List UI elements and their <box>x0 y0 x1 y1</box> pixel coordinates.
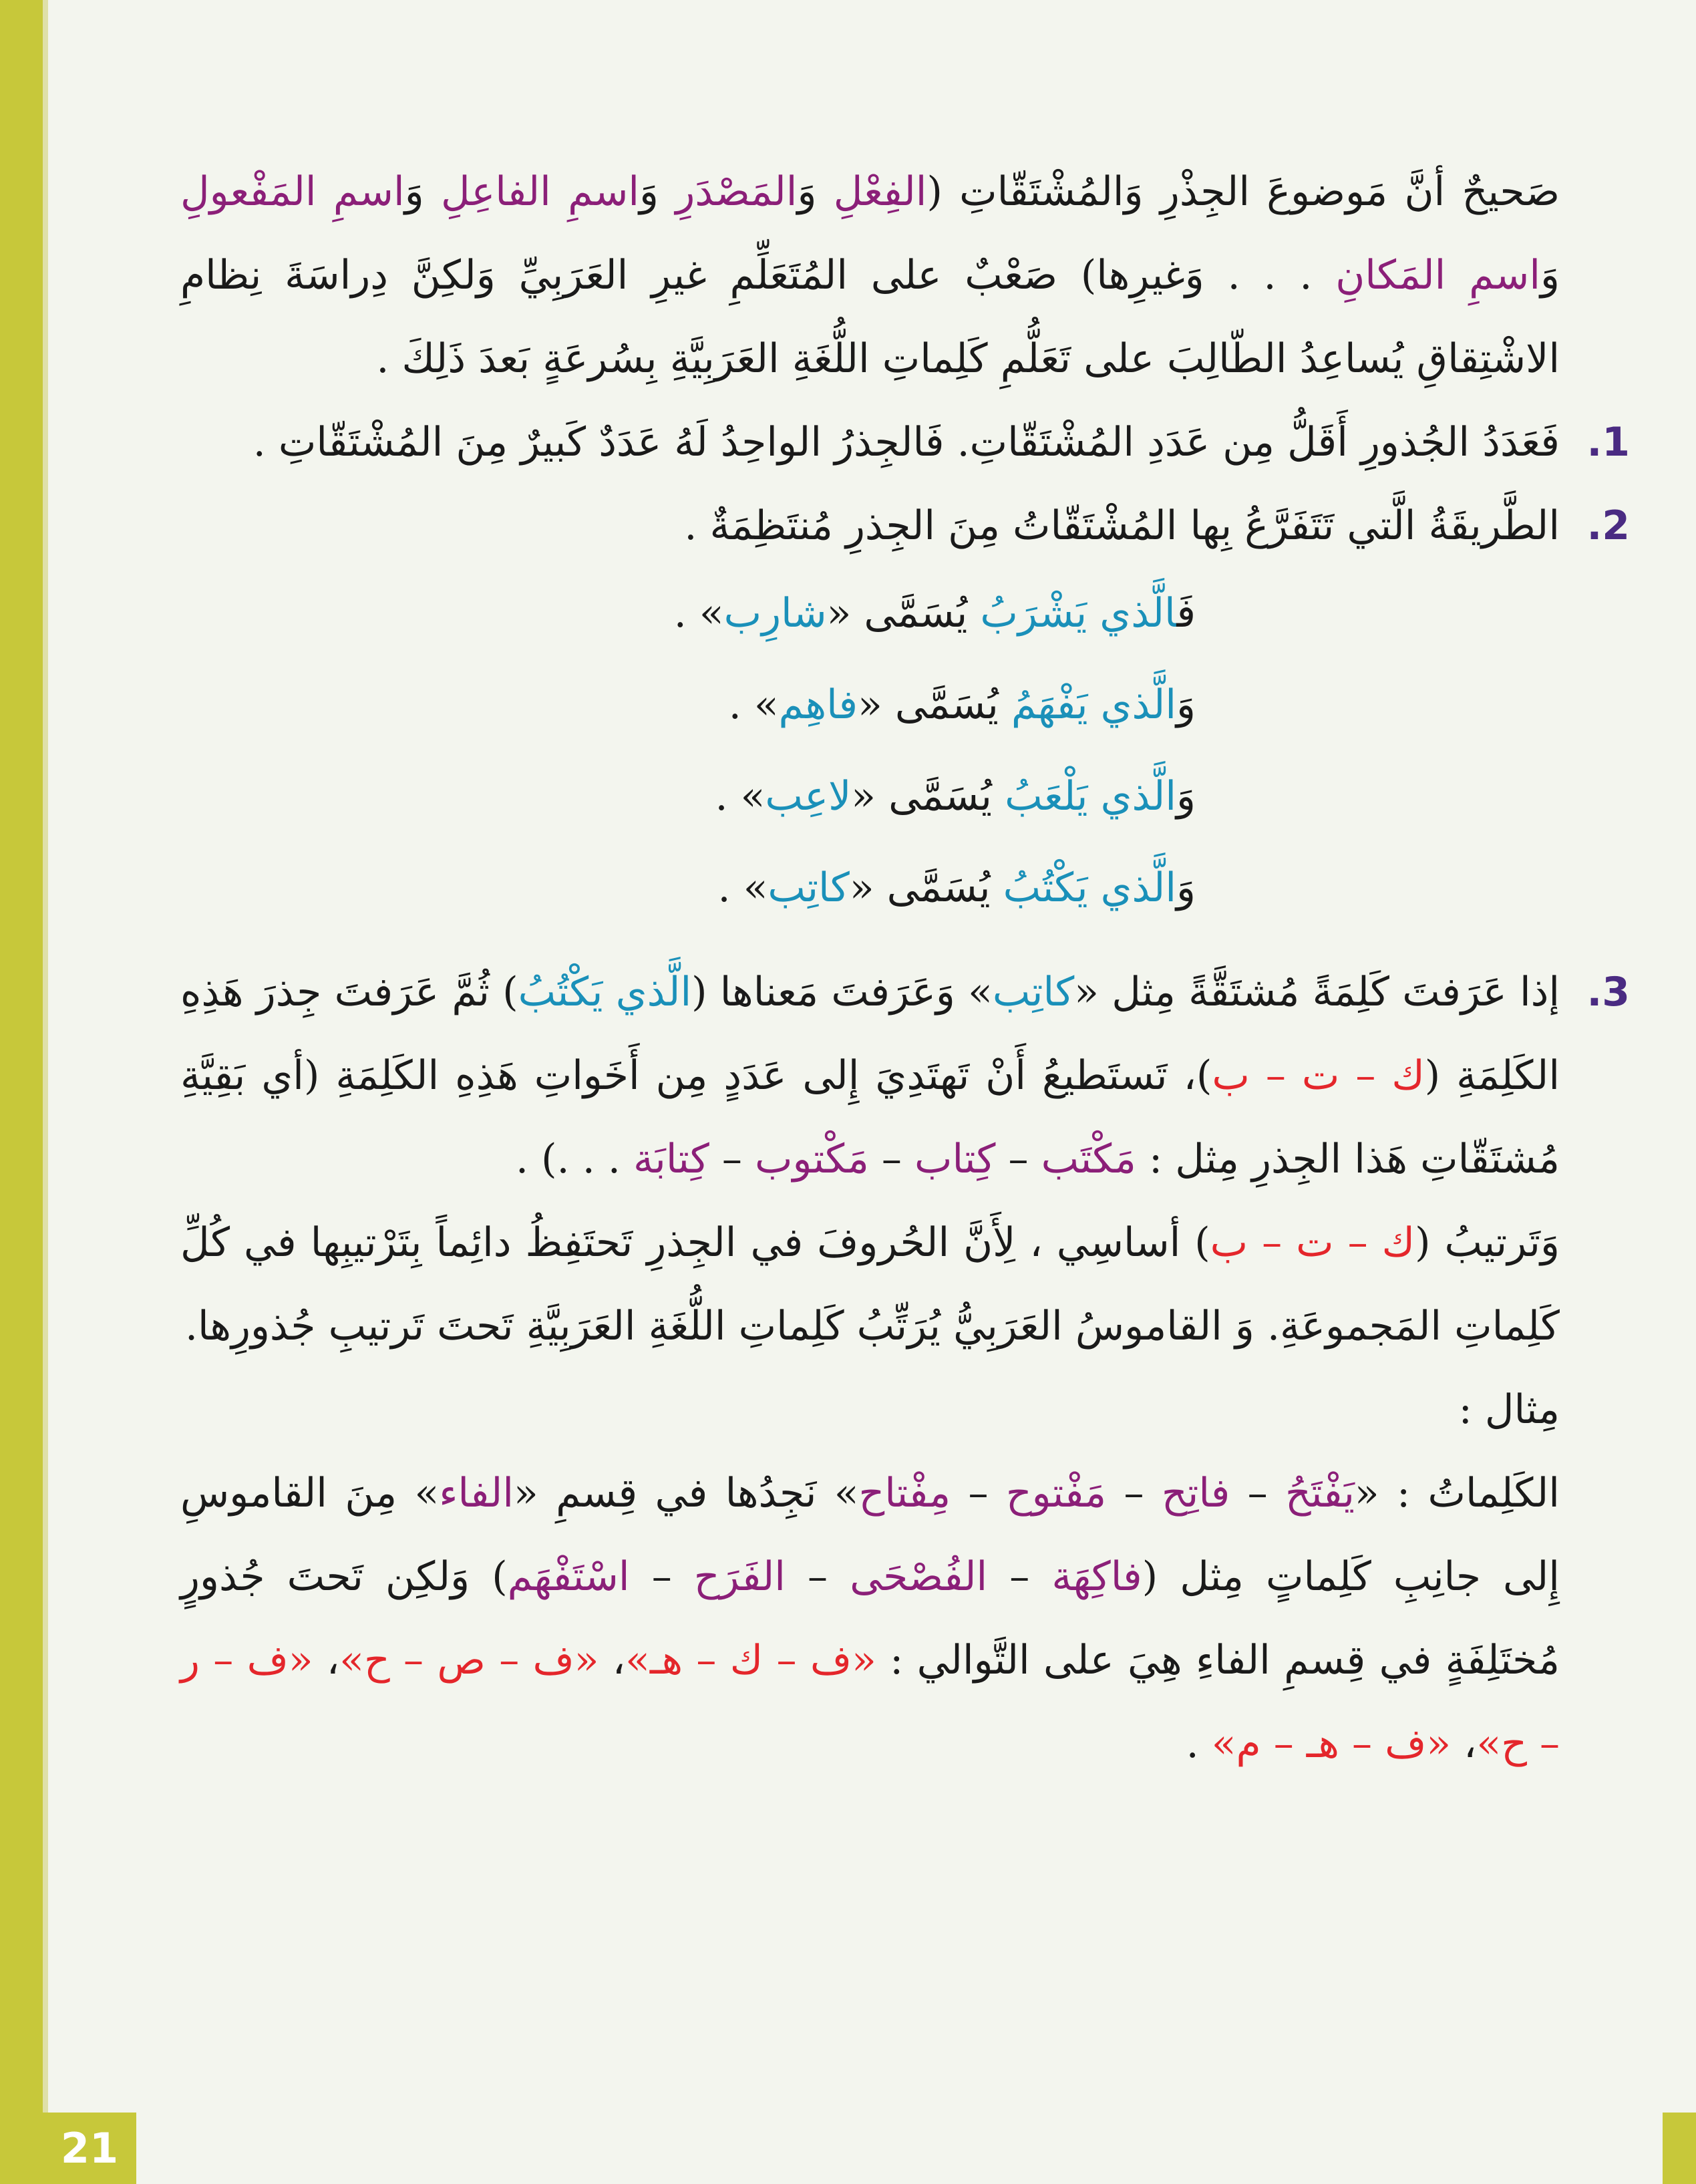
example-label: مِثال : <box>1458 1386 1560 1433</box>
point-3-number: 3. <box>1586 969 1630 1016</box>
example-line: وَالَّذي يَكْتُبُ يُسَمَّى «كاتِب» . <box>717 865 1196 911</box>
left-color-bar-edge <box>43 0 48 2184</box>
derivative-word: مَكْتَب <box>1041 1136 1136 1183</box>
conj: وَ <box>404 168 442 215</box>
term-fi3l: الفِعْلِ <box>833 168 927 215</box>
other-word: فاكِهَة <box>1051 1553 1142 1600</box>
point-3: 3. إذا عَرَفتَ كَلِمَةً مُشتَقَّةً مِثل «كاتِب» وَعَرَفتَ مَعناها (الَّذي يَكْتُبُ) ثُمَّ عَرَفتَ جِذرَ هَذِهِ الكَلِمَةِ (ك – ت – ب)، تَستَطيعُ أَنْ تَهتَدِيَ إِلى عَدَدٍ مِن أَخَواتِ هَذِهِ الكَلِمَةِ (أي بَقِيَّةِ مُشتَقّاتِ هَذا الجِذرِ مِثل : مَكْتَب – كِتاب – مَكْتوب – كِتابَة . . .) . <box>180 951 1560 1201</box>
point-1-text: فَعَدَدُ الجُذورِ أَقَلُّ مِن عَدَدِ المُشْتَقّاتِ. فَالجِذرُ الواحِدُ لَهُ عَدَدٌ كَبيرٌ مِنَ المُشْتَقّاتِ . <box>252 419 1560 466</box>
corner-tab <box>1663 2113 1696 2184</box>
point-1-number: 1. <box>1586 419 1630 466</box>
examples-list <box>180 568 1560 934</box>
word-alladhi-yaktub: الَّذي يَكْتُبُ <box>518 969 692 1016</box>
page-number: 21 <box>43 2113 136 2184</box>
point-1 <box>180 401 1630 484</box>
example-line: وَالَّذي يَفْهَمُ يُسَمَّى «فاهِم» . <box>728 681 1196 728</box>
example-line: فَالَّذي يَشْرَبُ يُسَمَّى «شارِب» . <box>673 590 1196 637</box>
conj: وَ <box>797 168 834 215</box>
derivative-word: كِتاب <box>914 1136 996 1183</box>
section-fa: الفاء <box>439 1470 514 1517</box>
root-example: «ف – ك – هـ» <box>625 1637 876 1684</box>
term-ism-maf3ul: اسمِ المَفْعولِ <box>180 168 405 215</box>
root-example: «ف – هـ – م» <box>1211 1720 1452 1767</box>
example-word: مِفْتاح <box>858 1470 951 1517</box>
word-katib: كاتِب <box>992 969 1075 1016</box>
root-ktb: ك – ت – ب <box>1212 1052 1425 1099</box>
other-word: الفُصْحَى <box>850 1553 988 1600</box>
left-color-bar <box>0 0 43 2184</box>
intro-text-1: صَحيحٌ أنَّ مَوضوعَ الجِذْرِ وَالمُشْتَقّاتِ ( <box>926 168 1560 215</box>
example-line: وَالَّذي يَلْعَبُ يُسَمَّى «لاعِب» . <box>715 773 1196 820</box>
intro-text-2: . . . وَغيرِها) صَعْبٌ على المُتَعَلِّمِ غيرِ العَرَبِيِّ وَلكِنَّ دِراسَةَ نِظامِ الاشْتِقاقِ يُساعِدُ الطّالِبَ على تَعَلُّمِ كَلِماتِ اللُّغَةِ العَرَبِيَّةِ بِسُرعَةٍ بَعدَ ذَلِكَ . <box>180 252 1560 382</box>
term-masdar: المَصْدَرِ <box>675 168 798 215</box>
conj: وَ <box>1540 252 1560 299</box>
root-example: «ف – ص – ح» <box>339 1637 599 1684</box>
example-word: فاتِح <box>1161 1470 1230 1517</box>
term-ism-makan: اسمِ المَكانِ <box>1335 252 1540 299</box>
example-word: يَفْتَحُ <box>1285 1470 1355 1517</box>
derivative-word: مَكْتوب <box>754 1136 869 1183</box>
derivative-word: كِتابَة <box>633 1136 709 1183</box>
point-2-number: 2. <box>1586 502 1630 549</box>
point-2-text: الطَّريقَةُ الَّتي تَتَفَرَّعُ بِها المُشْتَقّاتُ مِنَ الجِذرِ مُنتَظِمَةٌ . <box>684 502 1560 549</box>
root-example: «ف – ر – ح» <box>180 1637 1560 1767</box>
example-paragraph: الكَلِماتُ : «يَفْتَحُ – فاتِح – مَفْتوح – مِفْتاح» نَجِدُها في قِسمِ «الفاء» مِنَ القاموسِ إِلى جانِبِ كَلِماتٍ مِثل (فاكِهَة – الفُصْحَى – الفَرَح – اسْتَفْهَم) وَلكِن تَحتَ جُذورٍ مُختَلِفَةٍ في قِسمِ الفاءِ هِيَ على التَّوالي : «ف – ك – هـ»، «ف – ص – ح»، «ف – ر – ح»، «ف – هـ – م» . <box>180 1470 1560 1767</box>
example-word: مَفْتوح <box>1005 1470 1107 1517</box>
intro-paragraph <box>180 150 1560 401</box>
page-content <box>180 150 1630 1786</box>
term-ism-fa3il: اسمِ الفاعِلِ <box>441 168 640 215</box>
order-paragraph: وَتَرتيبُ (ك – ت – ب) أساسِي ، لِأَنَّ الحُروفَ في الجِذرِ تَحتَفِظُ دائِماً بِتَرْتيبِها في كُلِّ كَلِماتِ المَجموعَةِ. وَ القاموسُ العَرَبِيُّ يُرَتِّبُ كَلِماتِ اللُّغَةِ العَرَبِيَّةِ تَحتَ تَرتيبِ جُذورِها. <box>180 1219 1560 1350</box>
conj: وَ <box>639 168 676 215</box>
point-2 <box>180 484 1630 568</box>
other-word: اسْتَفْهَم <box>507 1553 630 1600</box>
other-word: الفَرَح <box>693 1553 786 1600</box>
root-ktb: ك – ت – ب <box>1210 1219 1415 1266</box>
